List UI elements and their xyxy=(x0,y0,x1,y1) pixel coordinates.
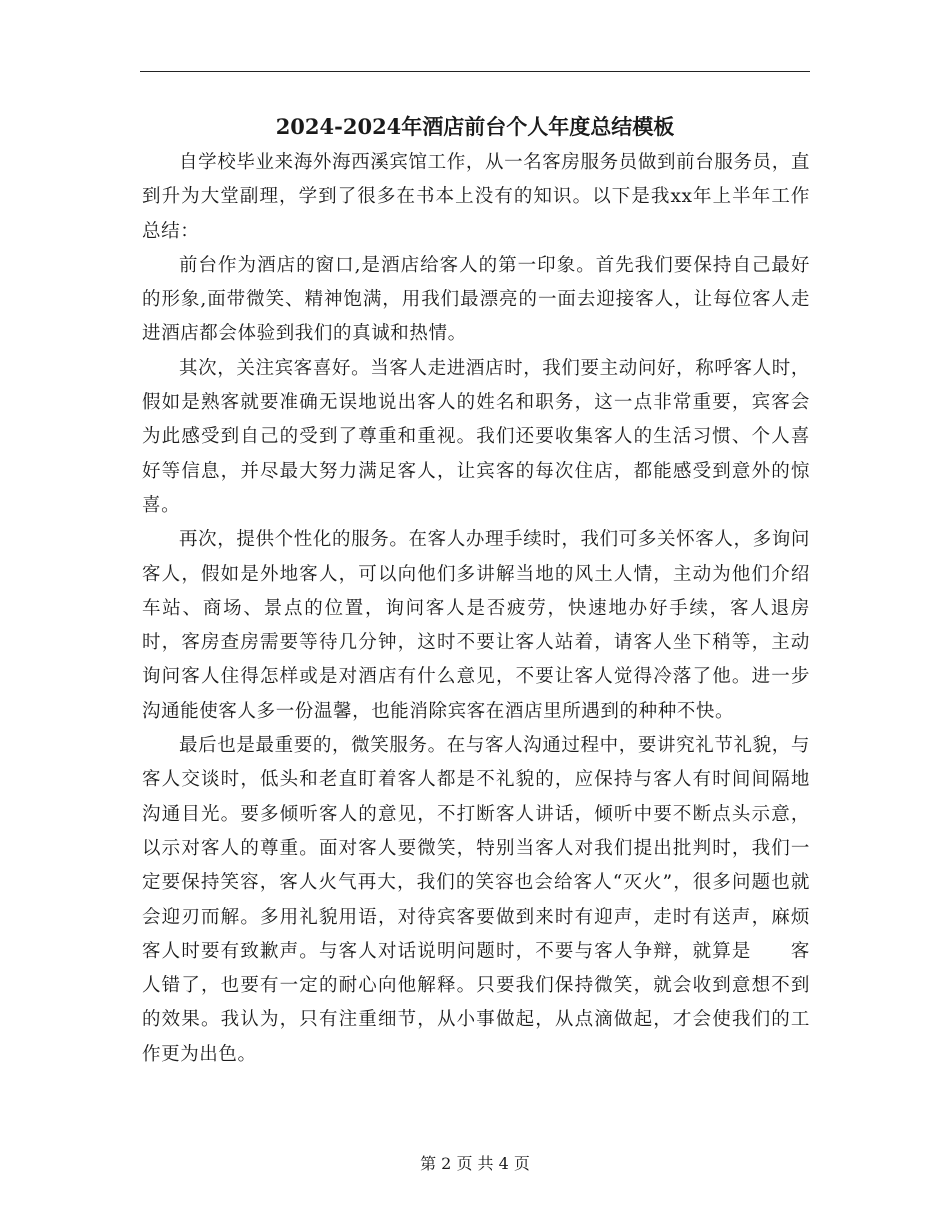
paragraph-first-impression: 前台作为酒店的窗口,是酒店给客人的第一印象。首先我们要保持自己最好的形象,面带微笑、精神饱满，用我们最漂亮的一面去迎接客人，让每位客人走进酒店都会体验到我们的真诚和热情。 xyxy=(142,254,810,345)
paragraph-intro: 自学校毕业来海外海西溪宾馆工作，从一名客房服务员做到前台服务员，直到升为大堂副理，学到了很多在书本上没有的知识。以下是我xx年上半年工作总结： xyxy=(142,152,810,242)
document-title: 2024-2024年酒店前台个人年度总结模板 xyxy=(275,114,675,139)
paragraph-smile-service: 最后也是最重要的，微笑服务。在与客人沟通过程中，要讲究礼节礼貌，与客人交谈时，低头和老直盯着客人都是不礼貌的，应保持与客人有时间间隔地沟通目光。要多倾听客人的意见，不打断客人讲话，倾听中要不断点头示意，以示对客人的尊重。面对客人要微笑，特别当客人对我们提出批判时，我们一定要保持笑容，客人火气再大，我们的笑容也会给客人“灭火”，很多问题也就会迎刃而解。多用礼貌用语，对待宾客要做到来时有迎声，走时有送声，麻烦客人时要有致歉声。与客人对话说明问题时，不要与客人争辩，就算是 客人错了，也要有一定的耐心向他解释。只要我们保持微笑，就会收到意想不到的效果。我认为，只有注重细节，从小事做起，从点滴做起，才会使我们的工作更为出色。 xyxy=(142,735,810,1065)
paragraph-personalized-service: 再次，提供个性化的服务。在客人办理手续时，我们可多关怀客人，多询问客人，假如是外地客人，可以向他们多讲解当地的风土人情，主动为他们介绍车站、商场、景点的位置，询问客人是否疲劳，快速地办好手续，客人退房时，客房查房需要等待几分钟，这时不要让客人站着，请客人坐下稍等，主动询问客人住得怎样或是对酒店有什么意见，不要让客人觉得冷落了他。进一步沟通能使客人多一份温馨，也能消除宾客在酒店里所遇到的种种不快。 xyxy=(142,529,810,722)
page-number: 第 2 页 共 4 页 xyxy=(420,1154,530,1173)
document-body xyxy=(142,146,810,1072)
paragraph-guest-preferences: 其次，关注宾客喜好。当客人走进酒店时，我们要主动问好，称呼客人时，假如是熟客就要准确无误地说出客人的姓名和职务，这一点非常重要，宾客会为此感受到自己的受到了尊重和重视。我们还要收集客人的生活习惯、个人喜好等信息，并尽最大努力满足客人，让宾客的每次住店，都能感受到意外的惊喜。 xyxy=(142,357,810,516)
header-rule xyxy=(140,71,810,72)
